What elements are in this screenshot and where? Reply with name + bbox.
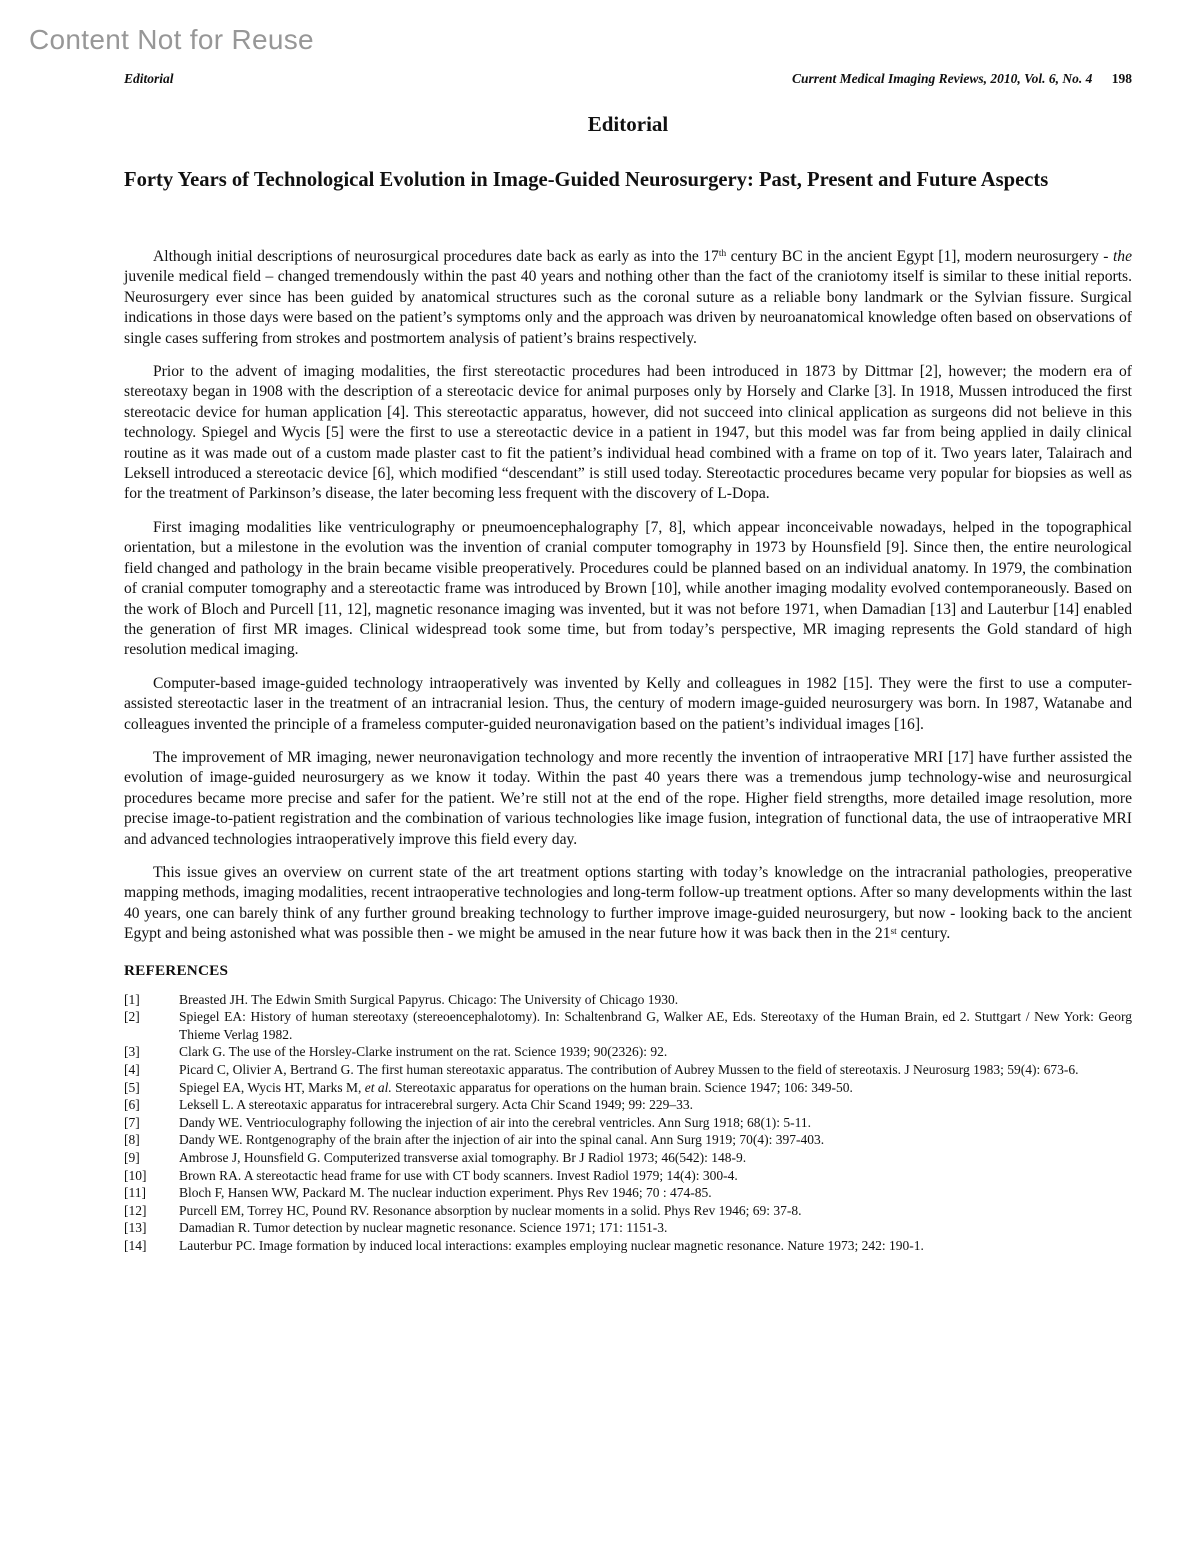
- paragraph-3: [124, 518, 1132, 661]
- reference-item-11: [124, 1184, 1132, 1202]
- reference-item-7: [124, 1114, 1132, 1132]
- reference-number: [9]: [124, 1149, 140, 1165]
- reference-text: [179, 1202, 1132, 1220]
- reference-text: [179, 1184, 1132, 1202]
- superscript-text: st: [890, 926, 897, 937]
- superscript-text: th: [718, 249, 727, 260]
- text-run: Clark G. The use of the Horsley-Clarke instrument on the rat. Science 1939; 90(2326): 92.: [179, 1044, 668, 1060]
- paragraph-5: [124, 748, 1132, 850]
- reference-number: [13]: [124, 1220, 147, 1236]
- reference-text: [179, 1079, 1132, 1097]
- article-title: Forty Years of Technological Evolution in Image-Guided Neurosurgery: Past, Present and Future Aspects: [124, 169, 1049, 191]
- running-header-section: Editorial: [124, 71, 174, 86]
- text-run: Dandy WE. Rontgenography of the brain after the injection of air into the spinal canal. Ann Surg 1919; 70(4): 397-403.: [179, 1132, 825, 1148]
- text-run: Picard C, Olivier A, Bertrand G. The first human stereotaxic apparatus. The contribution of Aubrey Mussen to the field of stereotaxis. J Neurosurg 1983; 59(4): 673-6.: [179, 1061, 1079, 1077]
- italic-text: et al.: [364, 1079, 392, 1095]
- reference-number: [3]: [124, 1044, 140, 1060]
- page-number: 198: [1111, 71, 1132, 86]
- text-run: Leksell L. A stereotaxic apparatus for intracerebral surgery. Acta Chir Scand 1949; 99: 229–33.: [179, 1097, 693, 1113]
- reference-number: [1]: [124, 991, 140, 1007]
- reference-item-5: [124, 1079, 1132, 1097]
- reference-text: [179, 1237, 1132, 1255]
- text-run: Although initial descriptions of neurosurgical procedures date back as early as into the 17: [153, 248, 719, 265]
- reference-item-10: [124, 1167, 1132, 1185]
- text-run: Prior to the advent of imaging modalities, the first stereotactic procedures had been introduced in 1873 by Dittmar [2], however; the modern era of stereotaxy began in 1908 with the description of a stereotacic device for animal purposes only by Horsely and Clarke [3]. In 1918, Mussen introduced the first stereotacic device for human application [4]. This stereotactic apparatus, however, did not succeed into clinical application as surgeons did not believe in this technology. Spiegel and Wycis [5] were the first to use a stereotactic device in a patient in 1947, but this model was far from being applied in daily clinical routine as it was made out of a custom made plaster cast to fit the patient’s individual head combined with a frame on top of it. Two years later, Talairach and Leksell introduced a stereotacic device [6], which modified “descendant” is still used today. Stereotactic procedures became very popular for biopsies as well as for the treatment of Parkinson’s disease, the later becoming less frequent with the discovery of L-Dopa.: [124, 363, 1132, 503]
- watermark-text: Content Not for Reuse: [29, 24, 314, 55]
- reference-text: [179, 1043, 1132, 1061]
- text-run: Ambrose J, Hounsfield G. Computerized transverse axial tomography. Br J Radiol 1973; 46(542): 148-9.: [179, 1149, 747, 1165]
- reference-text: [179, 1096, 1132, 1114]
- section-heading: Editorial: [587, 112, 669, 136]
- reference-number: [4]: [124, 1061, 140, 1077]
- reference-item-6: [124, 1096, 1132, 1114]
- reference-text: [179, 1149, 1132, 1167]
- italic-text: the: [1112, 248, 1132, 265]
- reference-text: [179, 1219, 1132, 1237]
- text-run: Lauterbur PC. Image formation by induced local interactions: examples employing nuclear magnetic resonance. Nature 1973; 242: 190-1.: [179, 1237, 924, 1253]
- paragraph-4: [124, 674, 1132, 735]
- article-body: [124, 247, 1132, 945]
- references-heading: REFERENCES: [124, 961, 229, 979]
- text-run: century BC in the ancient Egypt [1], modern neurosurgery -: [726, 248, 1113, 265]
- reference-text: [179, 991, 1132, 1009]
- reference-number: [6]: [124, 1097, 140, 1113]
- article-content: [124, 247, 1132, 1255]
- text-run: Dandy WE. Ventrioculography following the injection of air into the cerebral ventricles. Ann Surg 1918; 68(1): 5-11.: [179, 1114, 811, 1130]
- text-run: This issue gives an overview on current state of the art treatment options starting with today’s knowledge on the intracranial pathologies, preoperative mapping methods, imaging modalities, recent intraoperative technologies and long-term follow-up treatment options. After so many developments within the last 40 years, one can barely think of any further ground breaking technology to further improve image-guided neurosurgery, but now - looking back to the ancient Egypt and being astonished what was possible then - we might be amused in the near future how it was back then in the 21: [124, 863, 1132, 943]
- text-run: Bloch F, Hansen WW, Packard M. The nuclear induction experiment. Phys Rev 1946; 70 : 474-85.: [179, 1185, 712, 1201]
- reference-item-2: [124, 1008, 1132, 1043]
- text-run: century.: [896, 925, 951, 943]
- paragraph-1: [124, 247, 1132, 349]
- text-run: Breasted JH. The Edwin Smith Surgical Papyrus. Chicago: The University of Chicago 1930.: [179, 991, 679, 1007]
- text-run: Purcell EM, Torrey HC, Pound RV. Resonance absorption by nuclear moments in a solid. Phys Rev 1946; 69: 37-8.: [179, 1202, 802, 1218]
- text-run: Damadian R. Tumor detection by nuclear magnetic resonance. Science 1971; 171: 1151-3.: [179, 1220, 668, 1236]
- reference-item-12: [124, 1202, 1132, 1220]
- references-list: [124, 991, 1132, 1255]
- reference-text: [179, 1061, 1132, 1079]
- reference-item-13: [124, 1219, 1132, 1237]
- text-run: The improvement of MR imaging, newer neuronavigation technology and more recently the invention of intraoperative MRI [17] have further assisted the evolution of image-guided neurosurgery as we know it today. Within the past 40 years there was a tremendous jump technology-wise and neurosurgical procedures became more precise and safer for the patient. We’re still not at the end of the rope. Higher field strengths, more detailed image resolution, more precise image-to-patient registration and the combination of various technologies like image fusion, integration of functional data, the use of intraoperative MRI and advanced technologies intraoperatively improve this field every day.: [124, 748, 1132, 848]
- reference-number: [8]: [124, 1132, 140, 1148]
- running-header-journal-info: [792, 71, 1132, 87]
- reference-item-3: [124, 1043, 1132, 1061]
- reference-number: [10]: [124, 1167, 147, 1183]
- reference-text: [179, 1008, 1132, 1043]
- reference-item-14: [124, 1237, 1132, 1255]
- text-run: juvenile medical field – changed tremendously within the past 40 years and nothing other than the fact of the craniotomy itself is similar to these initial reports. Neurosurgery ever since has been guided by anatomical structures such as the coronal suture as a reliable bony landmark or the Sylvian fissure. Surgical indications in those days were based on the patient’s symptoms only and the approach was driven by neuroanatomical knowledge often based on observations of single cases suffering from strokes and postmortem analysis of patient’s brains respectively.: [124, 268, 1132, 347]
- text-run: Spiegel EA, Wycis HT, Marks M,: [179, 1079, 365, 1095]
- text-run: First imaging modalities like ventriculography or pneumoencephalography [7, 8], which appear inconceivable nowadays, helped in the topographical orientation, but a milestone in the evolution was the invention of cranial computer tomography in 1973 by Hounsfield [9]. Since then, the entire neurological field changed and pathology in the brain became visible preoperatively. Procedures could be planned based on an individual anatomy. In 1979, the combination of cranial computer tomography and a stereotactic frame was introduced by Brown [10], while another imaging modality evolved contemporaneously. Based on the work of Bloch and Purcell [11, 12], magnetic resonance imaging was invented, but it was not before 1971, when Damadian [13] and Lauterbur [14] enabled the generation of first MR images. Clinical widespread took some time, but from today’s perspective, MR imaging represents the Gold standard of high resolution medical imaging.: [124, 518, 1132, 659]
- reference-number: [14]: [124, 1237, 147, 1253]
- text-run: Computer-based image-guided technology intraoperatively was invented by Kelly and colleagues in 1982 [15]. They were the first to use a computer-assisted stereotactic laser in the treatment of an intracranial lesion. Thus, the century of modern image-guided neurosurgery was born. In 1987, Watanabe and colleagues invented the principle of a frameless computer-guided neuronavigation based on the patient’s individual images [16].: [124, 674, 1132, 733]
- reference-item-4: [124, 1061, 1132, 1079]
- reference-number: [5]: [124, 1079, 140, 1095]
- reference-item-1: [124, 991, 1132, 1009]
- reference-text: [179, 1114, 1132, 1132]
- reference-number: [11]: [124, 1185, 146, 1201]
- reference-item-9: [124, 1149, 1132, 1167]
- text-run: Stereotaxic apparatus for operations on the human brain. Science 1947; 106: 349-50.: [391, 1079, 853, 1095]
- reference-number: [2]: [124, 1009, 140, 1025]
- reference-text: [179, 1167, 1132, 1185]
- text-run: Brown RA. A stereotactic head frame for use with CT body scanners. Invest Radiol 1979; 14(4): 300-4.: [179, 1167, 738, 1183]
- paragraph-6: [124, 863, 1132, 945]
- reference-text: [179, 1131, 1132, 1149]
- journal-citation: Current Medical Imaging Reviews, 2010, Vol. 6, No. 4: [791, 71, 1093, 86]
- reference-number: [12]: [124, 1202, 147, 1218]
- text-run: Spiegel EA: History of human stereotaxy (stereoencephalotomy). In: Schaltenbrand G, Walker AE, Eds. Stereotaxy of the Human Brain, ed 2. Stuttgart / New York: Georg Thieme Verlag 1982.: [179, 1009, 1132, 1042]
- running-header: [124, 71, 1132, 87]
- reference-number: [7]: [124, 1114, 140, 1130]
- paragraph-2: [124, 362, 1132, 505]
- reference-item-8: [124, 1131, 1132, 1149]
